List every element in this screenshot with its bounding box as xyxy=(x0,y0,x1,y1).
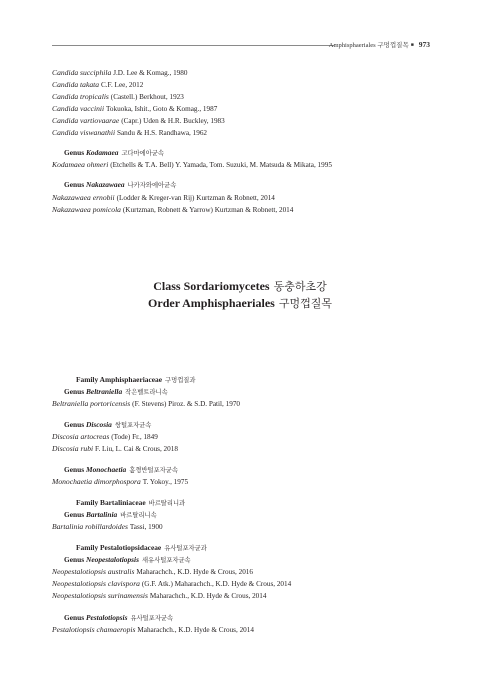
species-name: Candida takata xyxy=(52,80,100,89)
running-header xyxy=(329,40,430,49)
species-authority: (Castell.) Berkhout, 1923 xyxy=(110,93,184,101)
list-item xyxy=(52,68,187,78)
species-authority: Maharachch., K.D. Hyde & Crous, 2014 xyxy=(149,592,267,600)
list-item xyxy=(52,399,240,409)
species-authority: J.D. Lee & Komag., 1980 xyxy=(113,69,188,77)
species-authority: Sandu & H.S. Randhawa, 1962 xyxy=(116,129,208,137)
species-name: Candida vartiovaarae xyxy=(52,116,120,125)
list-item xyxy=(52,432,158,442)
species-name: Nakazawaea ernobii xyxy=(52,193,115,202)
species-authority: (Capr.) Uden & H.R. Buckley, 1983 xyxy=(121,117,225,125)
list-item xyxy=(52,591,266,601)
genus-heading-kodamaea: Genus Kodamaea 고다마에아균속 xyxy=(64,148,165,157)
species-authority: Tokuoka, Ishit., Goto & Komag., 1987 xyxy=(106,105,218,113)
species-name: Bartalinia robillardoides xyxy=(52,522,129,531)
species-authority: (Kurtzman, Robnett & Yarrow) Kurtzman & Robnett, 2014 xyxy=(122,206,294,214)
genus-heading-monochaetia: Genus Monochaetia 홑꼉반털포자균속 xyxy=(64,465,178,474)
genus-heading-neopestalotiopsis: Genus Neopestalotiopsis 새유사털포자균속 xyxy=(64,555,191,564)
species-name: Neopestalotiopsis australis xyxy=(52,567,135,576)
species-name: Kodamaea ohmeri xyxy=(52,160,109,169)
class-title: Class Sordariomycetes 동충하초강 xyxy=(153,279,327,293)
species-authority: T. Yokoy., 1975 xyxy=(142,478,189,486)
species-name: Monochaetia dimorphospora xyxy=(52,477,141,486)
species-name: Candida succiphila xyxy=(52,68,112,77)
species-authority: (Lodder & Kreger-van Rij) Kurtzman & Robnett, 2014 xyxy=(116,194,275,202)
header-bullet-icon: ■ xyxy=(410,43,414,48)
species-name: Candida viswanathii xyxy=(52,128,116,137)
species-name: Discosia rubi xyxy=(52,444,94,453)
list-item xyxy=(52,477,188,487)
species-name: Pestalotiopsis chamaeropis xyxy=(52,625,136,634)
list-item xyxy=(52,193,275,203)
species-authority: Tassi, 1900 xyxy=(129,523,163,531)
family-heading-bartaliniaceae: Family Bartaliniaceae 바르탈리니과 xyxy=(76,498,186,507)
species-name: Candida tropicalis xyxy=(52,92,109,101)
page-number: 973 xyxy=(418,40,430,49)
species-name: Neopestalotiopsis clavispora xyxy=(52,579,140,588)
list-item xyxy=(52,205,293,215)
list-item xyxy=(52,80,143,90)
species-name: Neopestalotiopsis surinamensis xyxy=(52,591,148,600)
species-authority: C.F. Lee, 2012 xyxy=(100,81,144,89)
species-name: Nakazawaea pomicola xyxy=(52,205,121,214)
list-item xyxy=(52,522,163,532)
species-authority: Maharachch., K.D. Hyde & Crous, 2016 xyxy=(136,568,253,576)
order-title: Order Amphisphaeriales 구멍껍질목 xyxy=(148,296,332,310)
header-rule xyxy=(52,45,334,46)
list-item xyxy=(52,160,332,170)
species-authority: (Tode) Fr., 1849 xyxy=(111,433,158,441)
species-authority: F. Liu, L. Cai & Crous, 2018 xyxy=(95,445,178,453)
species-authority: (G.F. Atk.) Maharachch., K.D. Hyde & Crous, 2014 xyxy=(141,580,292,588)
list-item xyxy=(52,128,207,138)
list-item xyxy=(52,567,253,577)
species-name: Discosia artocreas xyxy=(52,432,110,441)
genus-heading-nakazawaea: Genus Nakazawaea 나카자와에아균속 xyxy=(64,180,177,189)
species-name: Candida vaccinii xyxy=(52,104,105,113)
species-authority: Maharachch., K.D. Hyde & Crous, 2014 xyxy=(137,626,254,634)
list-item xyxy=(52,444,178,454)
genus-heading-pestalotiopsis: Genus Pestalotiopsis 유사털포자균속 xyxy=(64,613,174,622)
species-authority: (F. Stevens) Piroz. & S.D. Patil, 1970 xyxy=(132,400,241,408)
species-authority: (Etchells & T.A. Bell) Y. Yamada, Tom. Suzuki, M. Matsuda & Mikata, 1995 xyxy=(110,161,332,169)
family-heading-pestalotiopsidaceae: Family Pestalotiopsidaceae 유사털포자균과 xyxy=(76,543,207,552)
list-item xyxy=(52,116,225,126)
list-item xyxy=(52,92,184,102)
genus-heading-bartalinia: Genus Bartalinia 바르탈리니속 xyxy=(64,510,157,519)
species-name: Beltraniella portoricensis xyxy=(52,399,131,408)
genus-heading-discosia: Genus Discosia 쌍털포자균속 xyxy=(64,420,152,429)
running-title: Amphisphaeriales 구멍껍질목 xyxy=(328,42,409,49)
family-heading-amphisphaeriaceae: Family Amphisphaeriaceae 구멍껍질과 xyxy=(76,375,196,384)
list-item xyxy=(52,104,217,114)
list-item xyxy=(52,579,291,589)
list-item xyxy=(52,625,254,635)
genus-heading-beltraniella: Genus Beltraniella 작은벨트라니속 xyxy=(64,387,168,396)
